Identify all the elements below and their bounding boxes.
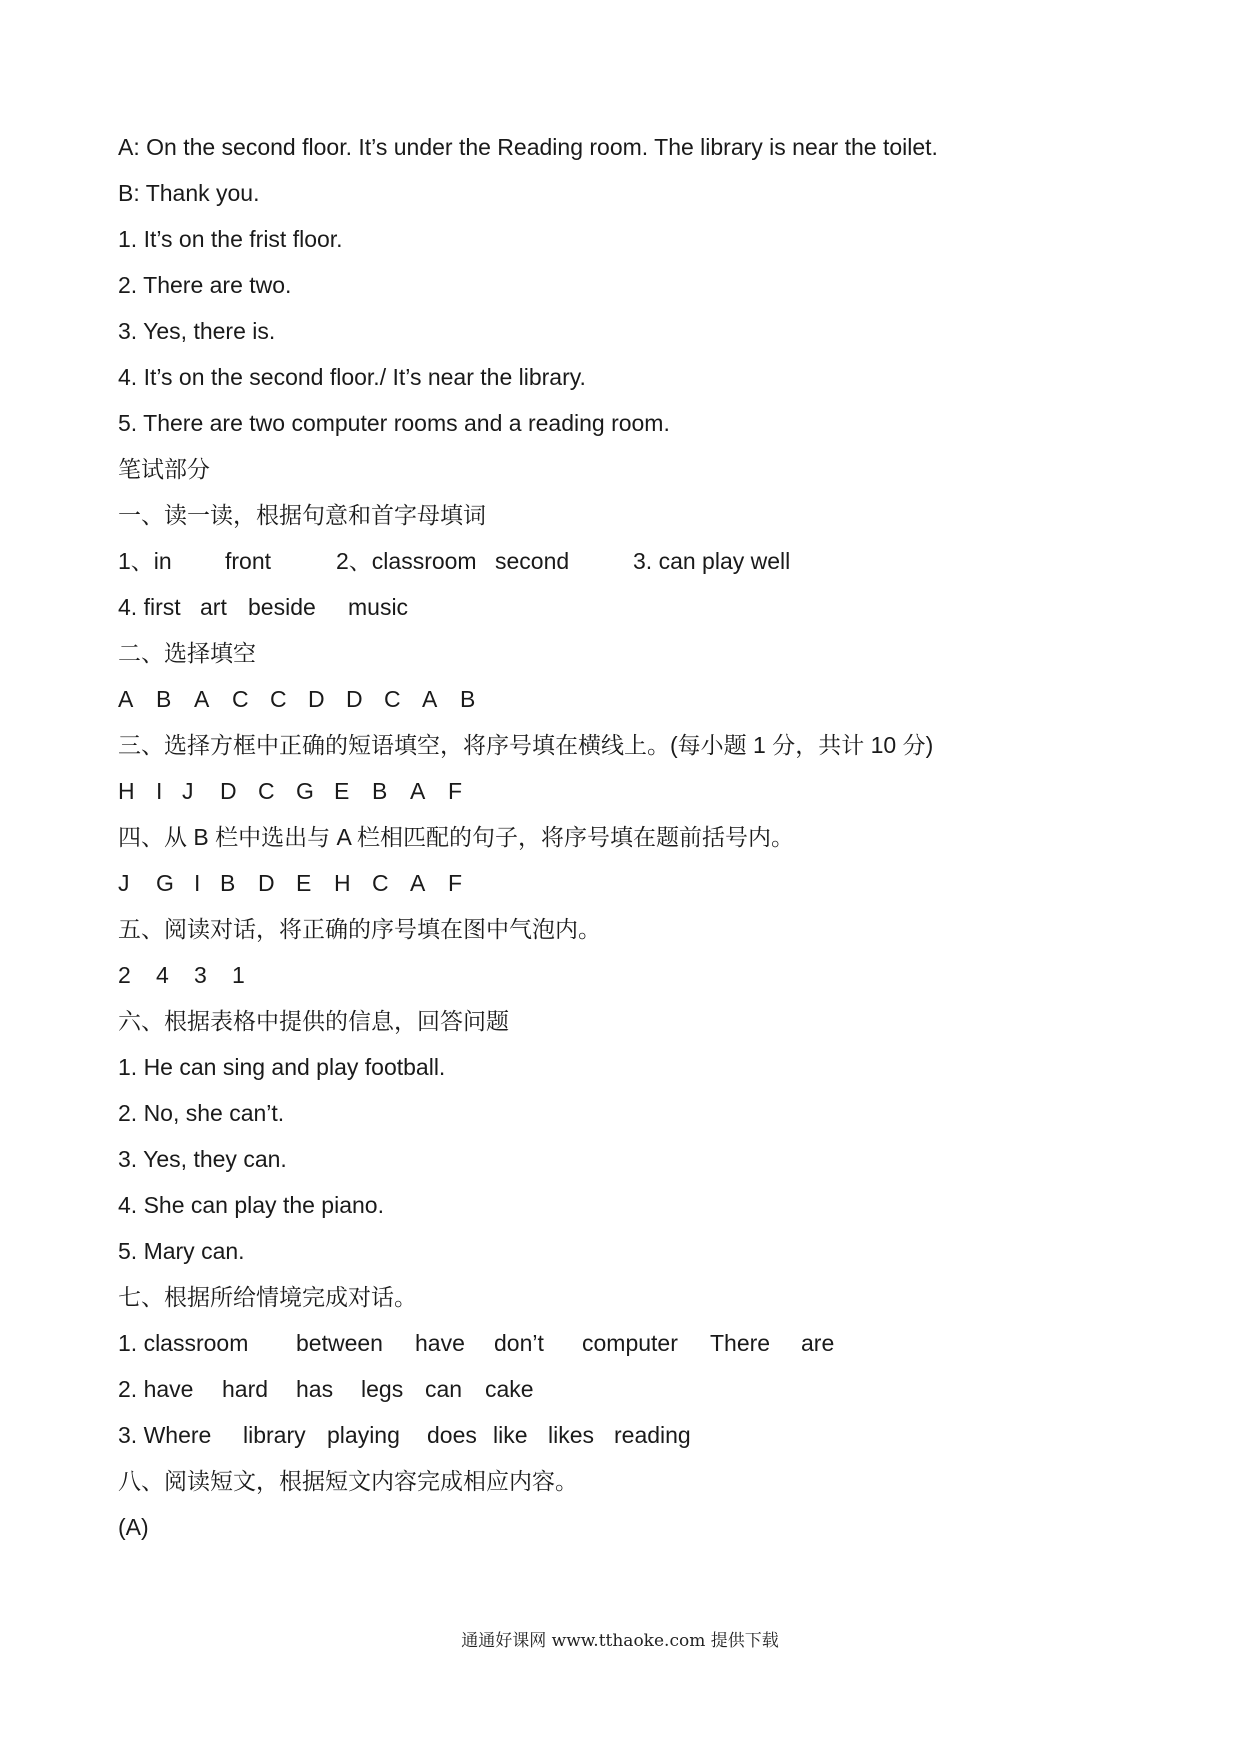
section-7-answers-row-2 — [118, 1366, 1138, 1412]
answer-cell: 1、in — [118, 548, 172, 574]
answer-cell: 4. first — [118, 594, 181, 620]
answer-cell: art — [200, 594, 227, 620]
answer-cell: hard — [222, 1376, 269, 1402]
section-4-answers — [118, 860, 1138, 906]
answer-key-page — [118, 124, 1138, 1550]
answer-cell: like — [493, 1422, 528, 1448]
answer-letter: J — [118, 870, 130, 896]
answer-letter: C — [384, 686, 401, 712]
answer-letter: B — [220, 870, 236, 896]
answer-letter: C — [372, 870, 389, 896]
answer-cell: likes — [548, 1422, 595, 1448]
answer-cell: 2. have — [118, 1376, 194, 1402]
answer-cell: has — [296, 1376, 334, 1402]
section-2-heading: 二、选择填空 — [118, 640, 256, 666]
answer-cell: music — [348, 594, 409, 620]
answer-letter: I — [156, 778, 163, 804]
answer-4: 4. It’s on the second floor./ It’s near the library. — [118, 364, 586, 390]
answer-cell: playing — [327, 1422, 400, 1448]
answer-letter: H — [118, 778, 135, 804]
section-8-heading: 八、阅读短文，根据短文内容完成相应内容。 — [118, 1468, 578, 1494]
answer-number: 1 — [232, 962, 245, 988]
answer-cell: 1. classroom — [118, 1330, 249, 1356]
section-1-answers-row-1 — [118, 538, 1138, 584]
answer-cell: are — [801, 1330, 835, 1356]
answer-letter: B — [156, 686, 172, 712]
answer-letter: D — [220, 778, 237, 804]
answer-cell: can — [425, 1376, 463, 1402]
answer-5: 5. There are two computer rooms and a reading room. — [118, 410, 670, 436]
answer-3: 3. Yes, there is. — [118, 318, 276, 344]
answer-letter: A — [410, 870, 426, 896]
answer-letter: C — [258, 778, 275, 804]
section-6-heading: 六、根据表格中提供的信息，回答问题 — [118, 1008, 509, 1034]
answer-number: 4 — [156, 962, 169, 988]
answer-letter: B — [372, 778, 388, 804]
answer-cell: There — [710, 1330, 771, 1356]
answer-letter: H — [334, 870, 351, 896]
section-6-answer-3: 3. Yes, they can. — [118, 1146, 287, 1172]
section-7-heading: 七、根据所给情境完成对话。 — [118, 1284, 417, 1310]
answer-letter: B — [460, 686, 476, 712]
answer-letter: A — [194, 686, 210, 712]
answer-letter: G — [156, 870, 174, 896]
answer-cell: beside — [248, 594, 316, 620]
answer-letter: E — [334, 778, 350, 804]
section-2-answers — [118, 676, 1138, 722]
section-3-heading: 三、选择方框中正确的短语填空，将序号填在横线上。(每小题 1 分，共计 10 分) — [118, 732, 934, 758]
section-6-answer-4: 4. She can play the piano. — [118, 1192, 384, 1218]
section-8-part-a-label: (A) — [118, 1514, 149, 1540]
answer-letter: G — [296, 778, 314, 804]
answer-letter: C — [232, 686, 249, 712]
answer-letter: F — [448, 778, 463, 804]
section-4-heading: 四、从 B 栏中选出与 A 栏相匹配的句子，将序号填在题前括号内。 — [118, 824, 794, 850]
page-footer-watermark: 通通好课网 www.tthaoke.com 提供下载 — [461, 1631, 779, 1651]
answer-cell: cake — [485, 1376, 534, 1402]
answer-letter: D — [346, 686, 363, 712]
section-7-answers-row-1 — [118, 1320, 1138, 1366]
answer-cell: have — [415, 1330, 465, 1356]
section-3-answers — [118, 768, 1138, 814]
section-heading-written: 笔试部分 — [118, 456, 210, 482]
answer-cell: does — [427, 1422, 477, 1448]
section-5-answers — [118, 952, 1138, 998]
dialogue-line-b: B: Thank you. — [118, 180, 260, 206]
answer-cell: front — [225, 548, 272, 574]
answer-cell: reading — [614, 1422, 691, 1448]
answer-cell: second — [495, 548, 570, 574]
answer-cell: don’t — [494, 1330, 544, 1356]
section-1-answers-row-2 — [118, 584, 1138, 630]
answer-letter: I — [194, 870, 201, 896]
section-5-heading: 五、阅读对话，将正确的序号填在图中气泡内。 — [118, 916, 601, 942]
answer-1: 1. It’s on the frist floor. — [118, 226, 343, 252]
answer-cell: between — [296, 1330, 383, 1356]
answer-cell: legs — [361, 1376, 404, 1402]
section-6-answer-2: 2. No, she can’t. — [118, 1100, 285, 1126]
answer-number: 2 — [118, 962, 131, 988]
section-6-answer-1: 1. He can sing and play football. — [118, 1054, 446, 1080]
answer-letter: D — [308, 686, 325, 712]
answer-letter: D — [258, 870, 275, 896]
answer-cell: 2、classroom — [336, 548, 477, 574]
answer-letter: F — [448, 870, 463, 896]
answer-cell: computer — [582, 1330, 678, 1356]
answer-cell: 3. can play well — [633, 548, 791, 574]
answer-cell: library — [243, 1422, 306, 1448]
answer-letter: C — [270, 686, 287, 712]
section-7-answers-row-3 — [118, 1412, 1138, 1458]
answer-letter: A — [422, 686, 438, 712]
answer-number: 3 — [194, 962, 207, 988]
answer-2: 2. There are two. — [118, 272, 292, 298]
answer-letter: A — [410, 778, 426, 804]
answer-letter: A — [118, 686, 134, 712]
answer-letter: E — [296, 870, 312, 896]
answer-cell: 3. Where — [118, 1422, 212, 1448]
dialogue-line-a: A: On the second floor. It’s under the Reading room. The library is near the toilet. — [118, 134, 938, 160]
section-1-heading: 一、读一读，根据句意和首字母填词 — [118, 502, 486, 528]
section-6-answer-5: 5. Mary can. — [118, 1238, 245, 1264]
answer-letter: J — [182, 778, 194, 804]
